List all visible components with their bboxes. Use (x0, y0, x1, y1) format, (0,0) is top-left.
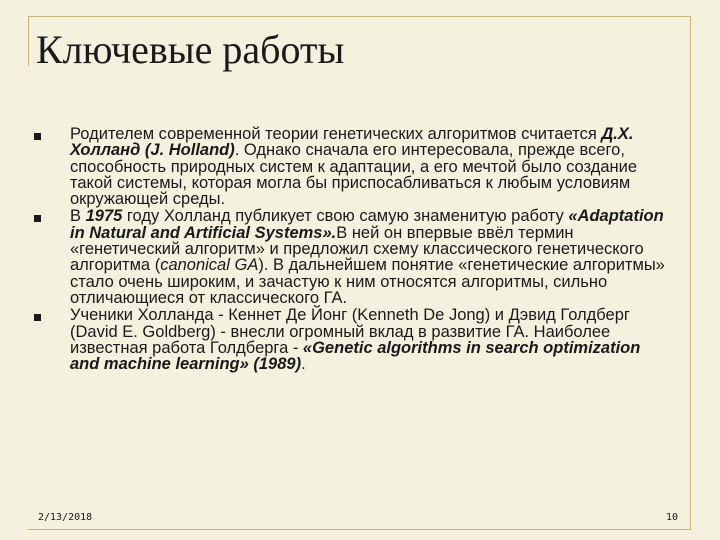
bullet-text: В ней он впервые ввёл термин «генетический алгоритм» и предложил схему классического генетического алгоритма ( (70, 223, 644, 275)
book-title: «Genetic algorithms in search optimization and machine learning» (1989) (70, 338, 641, 374)
bullet-item-students (34, 307, 674, 372)
frame-top-line (28, 16, 691, 17)
bullet-text: году Холланд публикует свою самую знаменитую работу (122, 207, 569, 226)
bullet-text: ). В дальнейшем понятие «генетические алгоритмы» стало очень широким, и зачастую к ним относятся алгоритмы, сильно отличающиеся от классического ГА. (70, 256, 665, 307)
bullet-text: Родителем современной теории генетических алгоритмов считается (70, 125, 602, 143)
year: 1975 (85, 207, 123, 226)
bullet-square-icon (34, 314, 41, 321)
page-number: 10 (665, 512, 678, 523)
bullet-text: . Однако сначала его интересовала, прежде всего, способность природных систем к адаптации, а его мечтой было создание такой системы, которая могла бы приспосабливаться к любым условиям окружающей среды. (70, 141, 638, 209)
bullet-text: Ученики Холланда - Кеннет Де Йонг (Kenneth De Jong) и Дэвид Голдберг (David E. Goldberg) - внесли огромный вклад в развитие ГА. Наиболее известная работа Голдберга - (70, 306, 630, 357)
bullet-item-holland (34, 126, 674, 207)
book-title: «Adaptation in Natural and Artificial Systems». (70, 207, 664, 242)
footer-date: 2/13/2018 (38, 512, 93, 523)
bullet-list (34, 126, 674, 373)
frame-right-line (690, 16, 691, 530)
bullet-item-1975 (34, 208, 674, 306)
slide-title: Ключевые работы (36, 27, 345, 72)
author-name: Д.Х. Холланд (J. Holland) (70, 125, 634, 160)
frame-bottom-line (28, 529, 691, 530)
term-canonical-ga: canonical GA (160, 256, 259, 275)
bullet-text: В (70, 207, 86, 226)
bullet-square-icon (34, 133, 41, 140)
bullet-text: . (301, 355, 306, 374)
frame-left-accent (28, 16, 29, 66)
bullet-square-icon (34, 215, 41, 222)
